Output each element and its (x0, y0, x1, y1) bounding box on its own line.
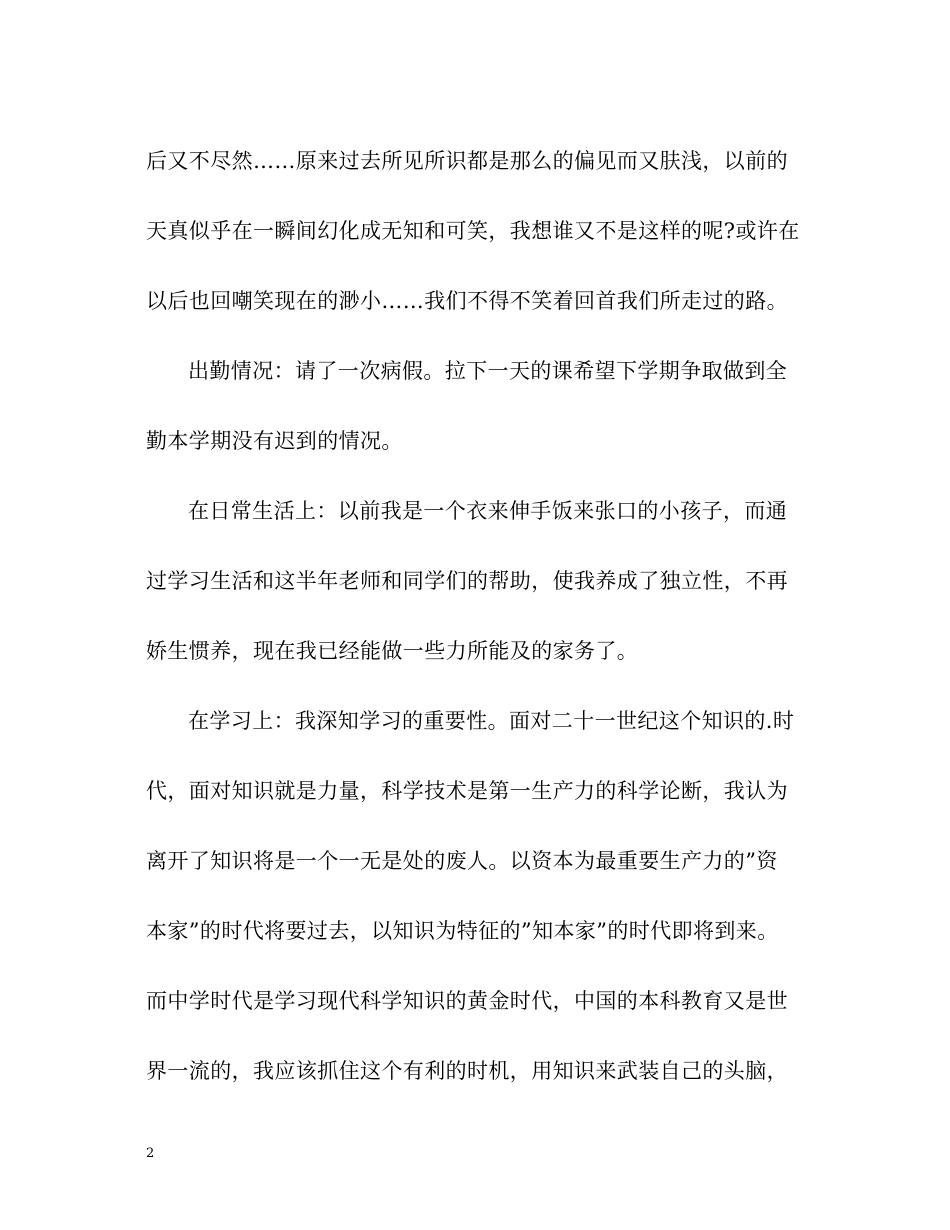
text-line: 代，面对知识就是力量，科学技术是第一生产力的科学论断，我认为 (146, 779, 788, 803)
text-line: 本家”的时代将要过去，以知识为特征的”知本家”的时代即将到来。 (146, 919, 779, 943)
text-line: 在学习上：我深知学习的重要性。面对二十一世纪这个知识的.时 (188, 709, 795, 733)
text-line: 勤本学期没有迟到的情况。 (146, 429, 403, 453)
text-line: 娇生惯养，现在我已经能做一些力所能及的家务了。 (146, 639, 639, 663)
page-number: 2 (146, 1146, 155, 1161)
text-line: 而中学时代是学习现代科学知识的黄金时代，中国的本科教育又是世 (146, 989, 788, 1013)
text-line: 后又不尽然……原来过去所见所识都是那么的偏见而又肤浅，以前的 (146, 149, 788, 173)
text-line: 过学习生活和这半年老师和同学们的帮助，使我养成了独立性，不再 (146, 569, 788, 593)
text-line: 天真似乎在一瞬间幻化成无知和可笑，我想谁又不是这样的呢?或许在 (146, 219, 800, 243)
text-line: 在日常生活上：以前我是一个衣来伸手饭来张口的小孩子，而通 (188, 499, 788, 523)
text-line: 以后也回嘲笑现在的渺小……我们不得不笑着回首我们所走过的路。 (146, 289, 788, 313)
text-line: 离开了知识将是一个一无是处的废人。以资本为最重要生产力的”资 (146, 849, 778, 873)
body-text (146, 139, 808, 1119)
text-line: 界一流的，我应该抓住这个有利的时机，用知识来武装自己的头脑， (146, 1059, 788, 1083)
text-line: 出勤情况：请了一次病假。拉下一天的课希望下学期争取做到全 (188, 359, 788, 383)
